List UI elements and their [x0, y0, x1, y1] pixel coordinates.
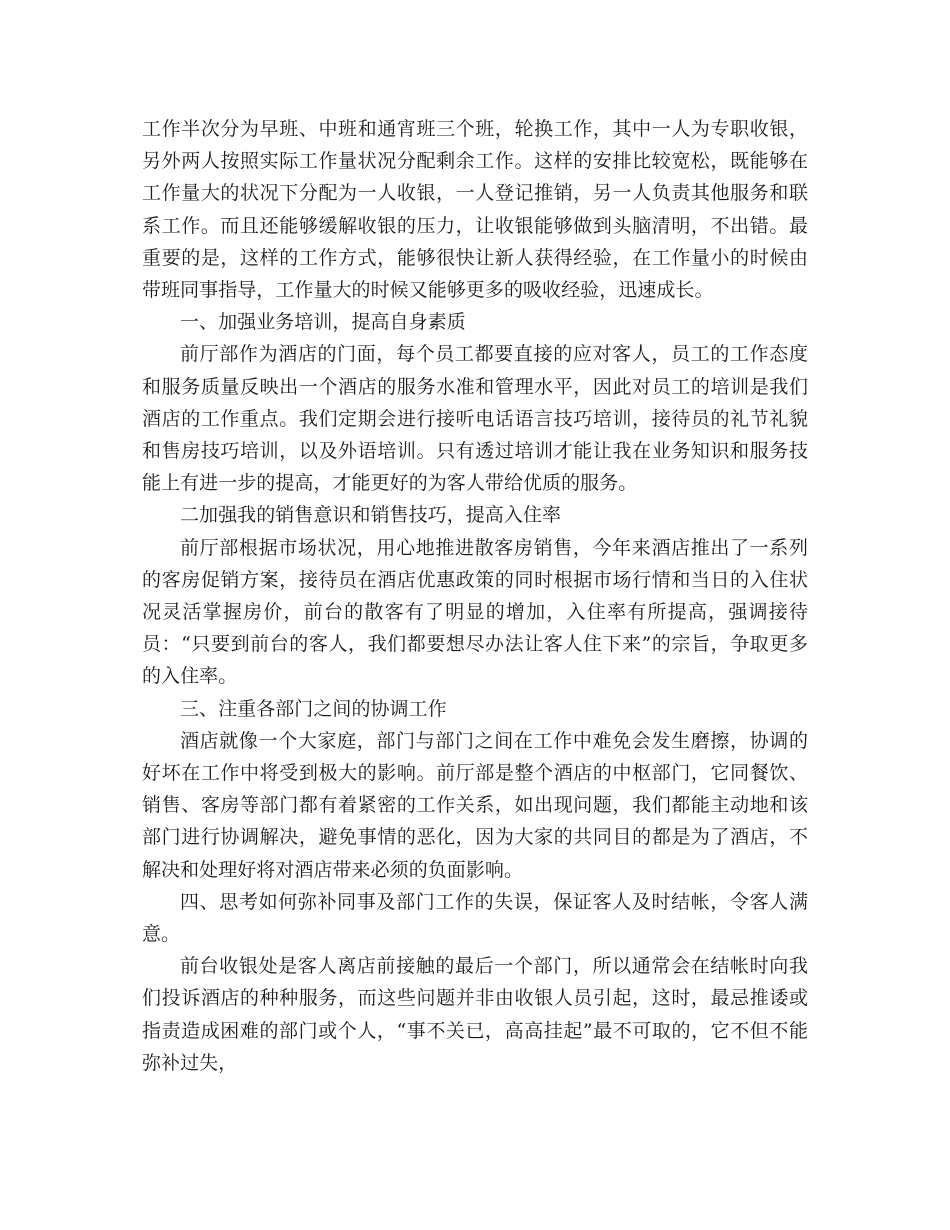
- paragraph-checkout-errors: 前台收银处是客人离店前接触的最后一个部门，所以通常会在结帐时向我们投诉酒店的种种服务，而这些问题并非由收银人员引起，这时，最忌推诿或指责造成困难的部门或个人，“事不关已，高高挂起”最不可取的，它不但不能弥补过失，: [142, 955, 808, 1074]
- heading-checkout-errors: 四、思考如何弥补同事及部门工作的失误，保证客人及时结帐，令客人满意。: [142, 890, 808, 946]
- paragraph-shift-arrangement: 工作半次分为早班、中班和通宵班三个班，轮换工作，其中一人为专职收银，另外两人按照实际工作量状况分配剩余工作。这样的安排比较宽松，既能够在工作量大的状况下分配为一人收银，一人登记推销，另一人负责其他服务和联系工作。而且还能够缓解收银的压力，让收银能够做到头脑清明，不出错。最重要的是，这样的工作方式，能够很快让新人获得经验，在工作量小的时候由带班同事指导，工作量大的时候又能够更多的吸收经验，迅速成长。: [142, 118, 808, 302]
- document-page: [142, 113, 808, 1079]
- paragraph-business-training: 前厅部作为酒店的门面，每个员工都要直接的应对客人，员工的工作态度和服务质量反映出一个酒店的服务水准和管理水平，因此对员工的培训是我们酒店的工作重点。我们定期会进行接听电话语言技巧培训，接待员的礼节礼貌和售房技巧培训，以及外语培训。只有透过培训才能让我在业务知识和服务技能上有进一步的提高，才能更好的为客人带给优质的服务。: [142, 343, 808, 495]
- heading-business-training: 一、加强业务培训，提高自身素质: [180, 311, 466, 334]
- heading-department-coordination: 三、注重各部门之间的协调工作: [180, 697, 447, 720]
- paragraph-sales-awareness: 前厅部根据市场状况，用心地推进散客房销售，今年来酒店推出了一系列的客房促销方案，接待员在酒店优惠政策的同时根据市场行情和当日的入住状况灵活掌握房价，前台的散客有了明显的增加，入住率有所提高，强调接待员：“只要到前台的客人，我们都要想尽办法让客人住下来”的宗旨，争取更多的入住率。: [142, 536, 808, 688]
- paragraph-department-coordination: 酒店就像一个大家庭，部门与部门之间在工作中难免会发生磨擦，协调的好坏在工作中将受到极大的影响。前厅部是整个酒店的中枢部门，它同餐饮、销售、客房等部门都有着紧密的工作关系，如出现问题，我们都能主动地和该部门进行协调解决，避免事情的恶化，因为大家的共同目的都是为了酒店，不解决和处理好将对酒店带来必须的负面影响。: [142, 729, 808, 881]
- heading-sales-awareness: 二加强我的销售意识和销售技巧，提高入住率: [180, 504, 562, 527]
